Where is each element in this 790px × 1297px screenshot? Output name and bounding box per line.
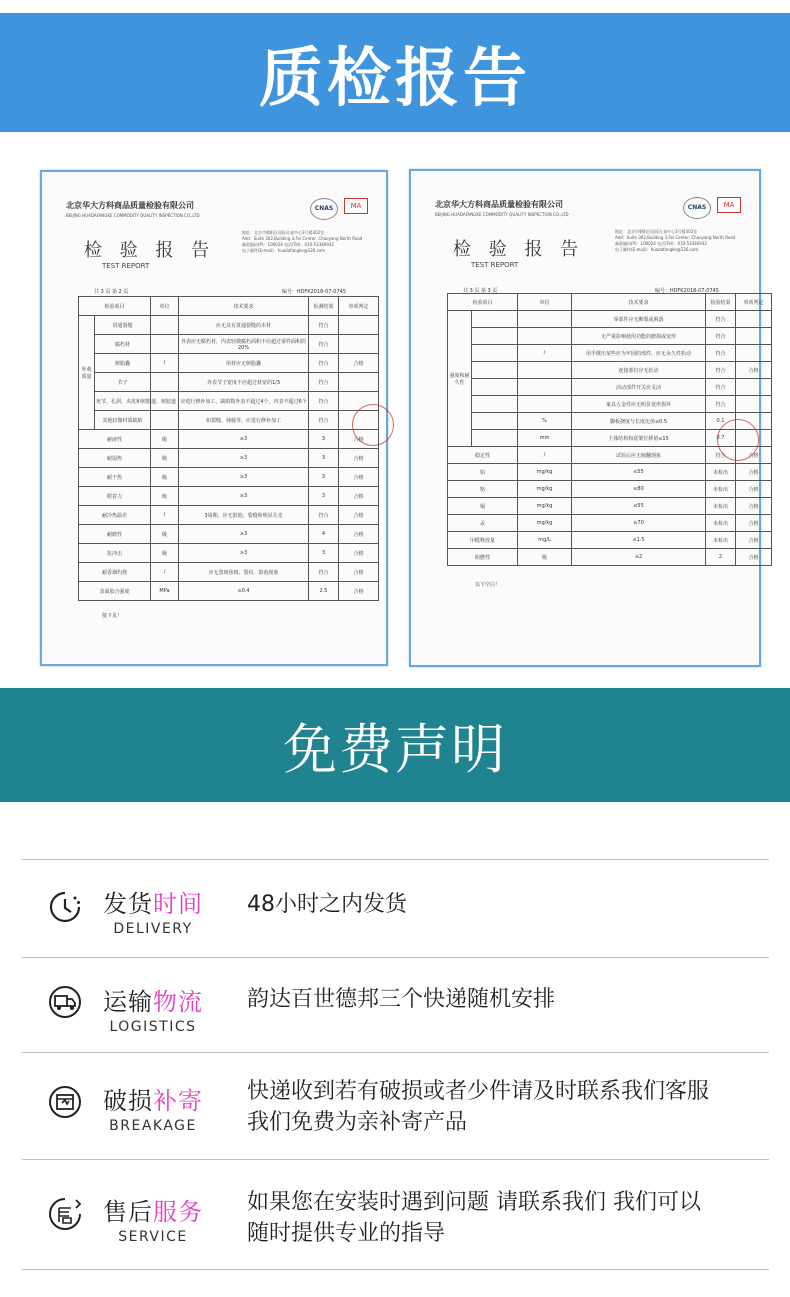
table-cell [736, 311, 772, 328]
table-row [79, 316, 379, 335]
table-row [79, 563, 379, 582]
page-count: 共 3 页 第 2 页 [94, 289, 129, 295]
seal-stamp-icon [352, 404, 394, 446]
table-cell: 应进行修补加工，缺陷数外表不超过4个，内表不超过6个 [179, 392, 309, 411]
table-cell [472, 311, 518, 328]
policy-label: 发货时间 DELIVERY [103, 890, 203, 937]
table-cell: 合格 [339, 430, 379, 449]
table-cell: / [151, 506, 179, 525]
table-row [79, 544, 379, 563]
seal-stamp-icon [717, 419, 759, 461]
table-cell: mg/L [518, 532, 572, 549]
table-cell: 合格 [736, 549, 772, 566]
table-row [448, 498, 772, 515]
table-row [79, 487, 379, 506]
quality-report-title: 质检报告 [259, 41, 531, 116]
table-cell: 节子 [95, 373, 151, 392]
table-cell: 符合 [309, 335, 339, 354]
table-cell: 符合 [309, 411, 339, 430]
table-cell: 铬 [448, 481, 518, 498]
table-cell: 镉 [448, 498, 518, 515]
table-cell [472, 413, 518, 430]
table-cell: 连接部位应无松动 [572, 362, 706, 379]
table-cell: / [518, 345, 572, 362]
report-note: 以下空白！ [475, 582, 501, 588]
table-cell [736, 379, 772, 396]
table-cell: mm [518, 430, 572, 447]
table-cell: ≤70 [572, 515, 706, 532]
table-cell [151, 335, 179, 354]
table-cell [518, 362, 572, 379]
table-row [79, 449, 379, 468]
page-count: 共 3 页 第 3 页 [463, 288, 498, 294]
table-cell: 合格 [339, 563, 379, 582]
table-cell: 附着力 [79, 487, 151, 506]
table-cell: 3 [309, 468, 339, 487]
table-cell: 未检出 [706, 532, 736, 549]
table-cell [472, 328, 518, 345]
table-row [448, 311, 772, 328]
org-name-en: BEIJING HUADAFANGKE COMMODITY QUALITY INSPECTION CO.,LTD [66, 213, 200, 218]
table-cell: 脚板挠度与长度比值≤0.5 [572, 413, 706, 430]
table-cell: 合格 [339, 468, 379, 487]
org-name: 北京华大方科商品质量检验有限公司 [435, 200, 563, 209]
report-number: 编号：HDFK2018-07-0745 [281, 289, 346, 295]
policy-description: 快递收到若有破损或者少件请及时联系我们客服 我们免费为亲补寄产品 [247, 1079, 710, 1135]
test-report-page-3 [409, 169, 764, 667]
table-row [448, 515, 772, 532]
table-header-row [79, 297, 379, 316]
table-cell: 3 [309, 449, 339, 468]
table-row [448, 396, 772, 413]
table-row [448, 328, 772, 345]
table-cell: ≤55 [572, 464, 706, 481]
table-cell: 其他轻微材质缺陷 [95, 411, 151, 430]
table-cell: ≥3 [179, 487, 309, 506]
table-row [79, 373, 379, 392]
table-cell: / [518, 447, 572, 464]
table-cell [151, 373, 179, 392]
table-cell [518, 379, 572, 396]
report-note: 接下页！ [102, 613, 123, 619]
table-cell: 汞 [448, 515, 518, 532]
table-cell: 外表应无腐朽材，内表轻微腐朽面积不应超过零件面积的20% [179, 335, 309, 354]
table-cell: / [151, 354, 179, 373]
table-cell: mg/kg [518, 498, 572, 515]
table-group-cell: 外观质量 [79, 316, 95, 430]
table-cell: 未检出 [706, 515, 736, 532]
policy-row-service [0, 1160, 790, 1269]
policy-row-delivery [0, 860, 790, 957]
table-cell: 合格 [339, 449, 379, 468]
table-cell: 符合 [309, 354, 339, 373]
table-cell [339, 373, 379, 392]
org-name-en: BEIJING HUADAFANGKE COMMODITY QUALITY INSPECTION CO.,LTD [435, 212, 569, 217]
divider [22, 1269, 769, 1270]
table-cell: 级 [151, 430, 179, 449]
policy-description: 韵达百世德邦三个快递随机安排 [247, 987, 556, 1012]
table-row [79, 430, 379, 449]
table-cell: 符合 [309, 392, 339, 411]
table-row [79, 468, 379, 487]
org-name: 北京华大方科商品质量检验有限公司 [66, 201, 194, 210]
table-cell: 零部件应无断裂或脱落 [572, 311, 706, 328]
table-cell: ≥2 [572, 549, 706, 566]
table-row [79, 354, 379, 373]
table-cell [472, 430, 518, 447]
table-cell: 3 [309, 544, 339, 563]
table-cell: 树脂囊 [95, 354, 151, 373]
table-row [79, 506, 379, 525]
table-cell [518, 328, 572, 345]
table-cell: 未检出 [706, 481, 736, 498]
table-cell: 符合 [706, 447, 736, 464]
report-title: 检 验 报 告 [453, 239, 585, 260]
table-cell: mg/kg [518, 481, 572, 498]
table-cell: 级 [518, 549, 572, 566]
table-row [448, 362, 772, 379]
policy-description: 48小时之内发货 [247, 892, 407, 917]
table-cell: ≥3 [179, 430, 309, 449]
table-cell: 如裂缝、钝棱等，应进行修补加工 [179, 411, 309, 430]
table-row [79, 335, 379, 354]
table-cell: 未检出 [706, 498, 736, 515]
table-cell: 合格 [736, 481, 772, 498]
policy-label: 售后服务 SERVICE [103, 1198, 203, 1245]
table-cell: 级 [151, 468, 179, 487]
table-cell [339, 335, 379, 354]
table-header-cell: 技术要求 [572, 294, 706, 311]
table-cell: 外表节子宽度不应超过材宽的1/3 [179, 373, 309, 392]
table-cell: 耐冷热温差 [79, 506, 151, 525]
ma-logo-icon: MA [344, 198, 368, 214]
table-cell: 耐干热 [79, 468, 151, 487]
table-row [448, 464, 772, 481]
table-cell: 级 [151, 525, 179, 544]
table-cell: 合格 [736, 447, 772, 464]
table-cell: 抗冲击 [79, 544, 151, 563]
table-cell: 符合 [309, 563, 339, 582]
table-cell: mg/kg [518, 515, 572, 532]
ma-logo-icon: MA [717, 197, 741, 213]
table-cell: 阻燃性 [448, 549, 518, 566]
table-cell: 应无具有贯通裂缝的木材 [179, 316, 309, 335]
table-cell: mg/kg [518, 464, 572, 481]
broken-box-icon [48, 1085, 82, 1119]
table-cell: 3周期，应无鼓泡、裂缝和明显失光 [179, 506, 309, 525]
report-title: 检 验 报 告 [84, 240, 216, 261]
table-cell: / [151, 563, 179, 582]
table-cell: % [518, 413, 572, 430]
table-header-cell: 检验项目 [79, 297, 151, 316]
table-header-cell: 单项判定 [736, 294, 772, 311]
table-cell: 级 [151, 544, 179, 563]
table-cell: 0.1 [706, 413, 736, 430]
table-cell: 无严重影响使用功能的磨损或变形 [572, 328, 706, 345]
table-header-cell: 单位 [151, 297, 179, 316]
table-cell: 4 [309, 525, 339, 544]
table-cell: 3 [309, 430, 339, 449]
table-header-cell: 技术要求 [179, 297, 309, 316]
table-cell: 符合 [706, 362, 736, 379]
policy-row-logistics [0, 958, 790, 1052]
table-cell: ≥0.4 [179, 582, 309, 601]
clock-icon [48, 890, 82, 924]
table-cell: 表面胶合强度 [79, 582, 151, 601]
table-cell: ≤1.5 [572, 532, 706, 549]
table-cell: ≥3 [179, 449, 309, 468]
table-cell: MPa [151, 582, 179, 601]
table-cell: 3 [309, 487, 339, 506]
cert-logos [310, 198, 368, 220]
policy-row-breakage [0, 1053, 790, 1159]
table-row [79, 525, 379, 544]
table-cell [736, 345, 772, 362]
table-cell: 合格 [339, 582, 379, 601]
table-cell: 符合 [309, 506, 339, 525]
table-cell: 用材应无树脂囊 [179, 354, 309, 373]
table-cell [736, 396, 772, 413]
after-sales-service-icon [48, 1197, 82, 1231]
table-row [79, 392, 379, 411]
table-cell: 未检出 [706, 464, 736, 481]
table-cell: 符合 [309, 373, 339, 392]
table-cell [472, 362, 518, 379]
table-row [79, 582, 379, 601]
table-cell: 合格 [736, 362, 772, 379]
table-cell: 耐液性 [79, 430, 151, 449]
table-cell: 符合 [706, 328, 736, 345]
table-cell: 稳定性 [448, 447, 518, 464]
table-cell: 甲醛释放量 [448, 532, 518, 549]
policy-label: 运输物流 LOGISTICS [103, 988, 203, 1035]
table-cell: 试验后应无倾翻现象 [572, 447, 706, 464]
table-cell: ≤80 [572, 481, 706, 498]
table-header-row [448, 294, 772, 311]
report-number: 编号：HDFK2018-07-0745 [654, 288, 719, 294]
table-cell: 应无黑斑焦斑、裂纹、鼓泡现象 [179, 563, 309, 582]
table-header-cell: 检验结果 [706, 294, 736, 311]
table-cell: ≥3 [179, 544, 309, 563]
table-cell: 符合 [706, 311, 736, 328]
report-title-en: TEST REPORT [471, 261, 519, 269]
table-cell: 2.5 [309, 582, 339, 601]
table-cell: 合格 [736, 515, 772, 532]
table-cell: 合格 [339, 525, 379, 544]
table-cell: 0.7 [706, 430, 736, 447]
table-cell: 贯通裂缝 [95, 316, 151, 335]
cert-logos [683, 197, 741, 219]
table-row [448, 345, 772, 362]
table-cell: 耐磨性 [79, 525, 151, 544]
table-group-cell: 强度和耐久性 [448, 311, 472, 447]
table-cell: ≥3 [179, 468, 309, 487]
table-cell: 活动部件开关应灵活 [572, 379, 706, 396]
table-cell: 合格 [736, 464, 772, 481]
table-cell: 合格 [736, 532, 772, 549]
org-address: 地址：北京市朝阳区国际孔雀中心3号楼302室 Add：Suite 302,Building 3,Fei Center, Chaoyang North Road 邮政编码(P)：100024 电话(Tel)：010-53340932 电子邮件(E-mail)：huadafangke@126.com [615, 229, 736, 252]
table-row [448, 532, 772, 549]
table-cell [518, 396, 572, 413]
table-cell: 合格 [339, 354, 379, 373]
delivery-truck-icon [48, 985, 82, 1019]
table-cell: 符合 [706, 396, 736, 413]
table-cell: 级 [151, 487, 179, 506]
table-cell: 符合 [309, 316, 339, 335]
org-address: 地址：北京市朝阳区国际孔雀中心3号楼302室 Add：Suite 302,Building 3,Fei Center, Chaoyang North Road 邮政编码(P)：100024 电话(Tel)：010-53340932 电子邮件(E-mail)：huadafangke@126.com [242, 230, 363, 253]
policy-description: 如果您在安装时遇到问题 请联系我们 我们可以 随时提供专业的指导 [247, 1190, 701, 1246]
table-row [448, 481, 772, 498]
table-cell: 家具五金件应无明显变形损坏 [572, 396, 706, 413]
table-cell [518, 311, 572, 328]
table-cell: 耐湿热 [79, 449, 151, 468]
table-cell: 合格 [339, 506, 379, 525]
table-row [79, 411, 379, 430]
table-header-cell: 单位 [518, 294, 572, 311]
table-cell: ≤55 [572, 498, 706, 515]
table-header-cell: 单项判定 [339, 297, 379, 316]
report-title-en: TEST REPORT [102, 262, 150, 270]
table-header-cell: 检验项目 [448, 294, 518, 311]
disclaimer-title: 免费声明 [283, 717, 507, 781]
table-cell: 符合 [706, 379, 736, 396]
table-cell: 合格 [339, 544, 379, 563]
table-cell [472, 345, 518, 362]
table-row [448, 549, 772, 566]
table-row [448, 379, 772, 396]
table-cell [151, 316, 179, 335]
report-table [78, 296, 379, 601]
table-cell [151, 411, 179, 430]
table-cell: 主体结构和底架位移值≤15 [572, 430, 706, 447]
policy-label: 破损补寄 BREAKAGE [103, 1087, 203, 1134]
table-cell: 级 [151, 449, 179, 468]
table-cell [736, 328, 772, 345]
quality-report-banner [0, 13, 790, 132]
table-cell: ≥3 [179, 525, 309, 544]
table-cell: 死节、孔洞、夹皮和树脂道、树胶道 [95, 392, 151, 411]
table-cell: 用手揿压某些应为牢固的部件，应无永久性松动 [572, 345, 706, 362]
table-cell: 2 [706, 549, 736, 566]
table-cell: 合格 [339, 487, 379, 506]
table-header-cell: 检测结果 [309, 297, 339, 316]
disclaimer-banner [0, 688, 790, 802]
table-cell: 符合 [706, 345, 736, 362]
cnas-logo-icon: CNAS [683, 197, 711, 219]
table-cell: 铅 [448, 464, 518, 481]
table-cell [339, 316, 379, 335]
table-cell [472, 379, 518, 396]
table-cell [472, 396, 518, 413]
cnas-logo-icon: CNAS [310, 198, 338, 220]
table-cell: 腐朽材 [95, 335, 151, 354]
table-cell: 耐香烟灼烧 [79, 563, 151, 582]
test-report-page-2 [40, 170, 388, 666]
table-cell: 合格 [736, 498, 772, 515]
